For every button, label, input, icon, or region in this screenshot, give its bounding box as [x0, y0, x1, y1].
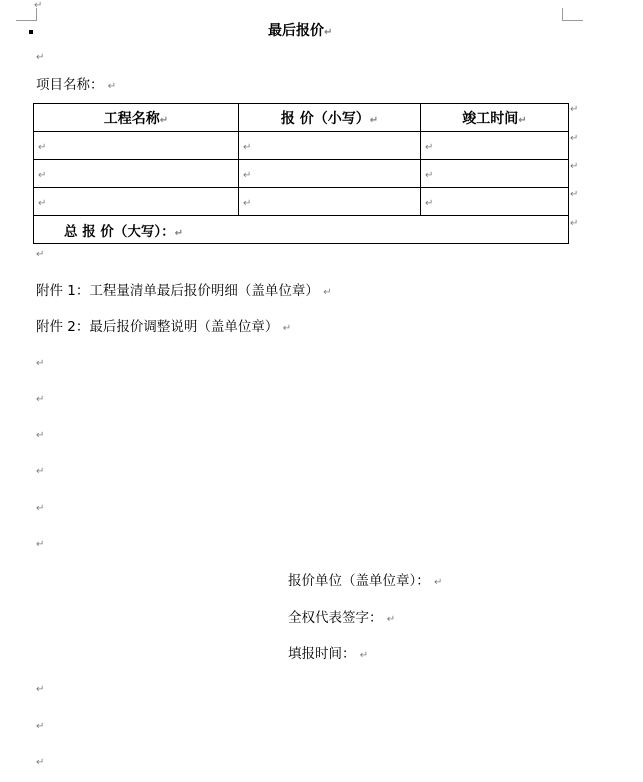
- total-price-cell[interactable]: 总 报 价（大写）：↵: [34, 216, 569, 244]
- paragraph-mark: ↵: [36, 358, 45, 369]
- table-row: [34, 188, 569, 216]
- total-row: [34, 216, 569, 244]
- row-end-mark: ↵: [570, 104, 579, 115]
- fill-date-label: 填报时间： ↵: [288, 646, 369, 662]
- table-cell[interactable]: ↵: [239, 188, 421, 216]
- paragraph-mark: ↵: [34, 0, 43, 11]
- paragraph-mark: ↵: [36, 249, 45, 260]
- row-end-mark: ↵: [570, 189, 579, 200]
- table-cell[interactable]: ↵: [34, 160, 239, 188]
- bullet-icon: [29, 30, 33, 34]
- crop-mark-top-right: [562, 8, 583, 21]
- table-row: [34, 160, 569, 188]
- table-cell[interactable]: ↵: [34, 132, 239, 160]
- quoting-unit-label: 报价单位（盖单位章）： ↵: [288, 573, 443, 589]
- project-name-label: 项目名称： ↵: [36, 77, 117, 93]
- paragraph-mark: ↵: [36, 466, 45, 477]
- column-header-price: 报 价（小写）↵: [239, 104, 421, 132]
- paragraph-mark: ↵: [36, 503, 45, 514]
- paragraph-mark: ↵: [36, 684, 45, 695]
- representative-signature-label: 全权代表签字： ↵: [288, 610, 396, 626]
- column-header-project: 工程名称↵: [34, 104, 239, 132]
- attachment-1: 附件 1：工程量清单最后报价明细（盖单位章） ↵: [36, 283, 332, 299]
- column-header-completion: 竣工时间↵: [421, 104, 569, 132]
- row-end-mark: ↵: [570, 218, 579, 229]
- page-title: 最后报价↵: [268, 23, 333, 39]
- paragraph-mark: ↵: [36, 394, 45, 405]
- table-cell[interactable]: ↵: [239, 132, 421, 160]
- table-cell[interactable]: ↵: [421, 160, 569, 188]
- paragraph-mark: ↵: [36, 757, 45, 768]
- table-cell[interactable]: ↵: [239, 160, 421, 188]
- table-cell[interactable]: ↵: [421, 188, 569, 216]
- table-row: [34, 132, 569, 160]
- paragraph-mark: ↵: [36, 539, 45, 550]
- paragraph-mark: ↵: [36, 721, 45, 732]
- quote-table: [33, 103, 569, 244]
- attachment-2: 附件 2：最后报价调整说明（盖单位章） ↵: [36, 319, 292, 335]
- table-header-row: [34, 104, 569, 132]
- table-cell[interactable]: ↵: [34, 188, 239, 216]
- table-cell[interactable]: ↵: [421, 132, 569, 160]
- paragraph-mark: ↵: [36, 52, 45, 63]
- row-end-mark: ↵: [570, 161, 579, 172]
- row-end-mark: ↵: [570, 133, 579, 144]
- paragraph-mark: ↵: [36, 430, 45, 441]
